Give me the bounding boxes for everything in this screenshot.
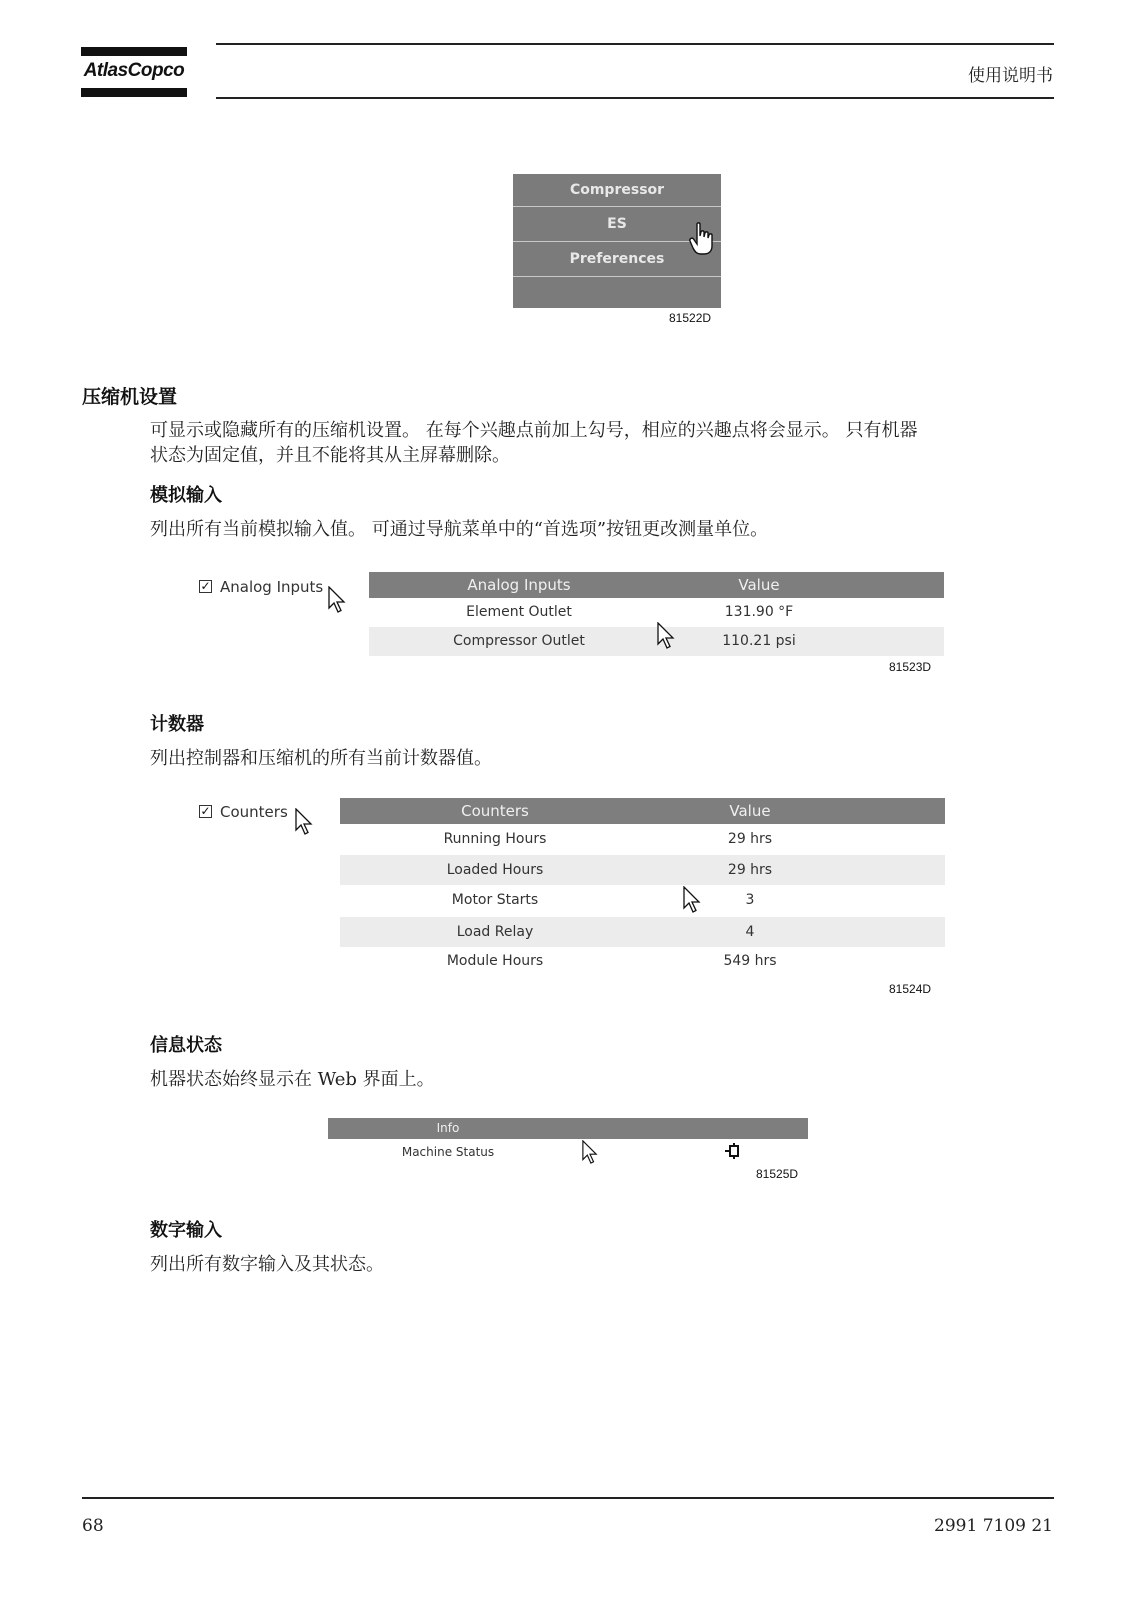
table-header xyxy=(369,572,944,598)
menu-divider xyxy=(513,206,721,207)
table-row xyxy=(340,855,945,885)
figure-label: 81522D xyxy=(669,311,712,325)
table-cell-label: Compressor Outlet xyxy=(453,633,585,649)
cursor-arrow-icon xyxy=(582,1140,598,1164)
table-header xyxy=(328,1118,808,1139)
digital-title: 数字输入 xyxy=(150,1220,222,1241)
table-cell-value: 110.21 psi xyxy=(722,633,796,649)
section-body-line-2: 状态为固定值，并且不能将其从主屏幕删除。 xyxy=(150,445,510,466)
table-cell-value: 549 hrs xyxy=(723,953,777,969)
analog-inputs-checkbox[interactable]: ✓ xyxy=(200,579,211,593)
table-header xyxy=(340,798,945,824)
figure-label: 81525D xyxy=(756,1167,799,1181)
column-header: Analog Inputs xyxy=(467,576,571,594)
footer-rule xyxy=(82,1497,1054,1499)
column-header: Counters xyxy=(461,802,529,820)
table-cell-label: Module Hours xyxy=(446,953,544,969)
menu-item-preferences[interactable]: Preferences xyxy=(569,251,665,267)
machine-status-icon xyxy=(724,1142,742,1160)
menu-item-es[interactable]: ES xyxy=(607,216,627,232)
column-header: Value xyxy=(729,802,771,820)
table-row xyxy=(340,917,945,947)
figure-label: 81524D xyxy=(889,982,932,996)
column-header: Value xyxy=(738,576,780,594)
cursor-arrow-icon xyxy=(683,886,701,913)
cursor-arrow-icon xyxy=(657,622,675,649)
counters-checkbox-label[interactable]: Counters xyxy=(220,803,288,821)
document-type: 使用说明书 xyxy=(968,66,1053,86)
counters-checkbox[interactable]: ✓ xyxy=(200,804,211,818)
figure-label: 81523D xyxy=(889,660,932,674)
counters-table xyxy=(340,798,945,976)
nav-menu xyxy=(513,174,721,308)
table-cell-value: 3 xyxy=(745,892,755,908)
section-title: 压缩机设置 xyxy=(82,386,178,408)
document-number: 2991 7109 21 xyxy=(934,1516,1053,1536)
analog-inputs-table xyxy=(369,572,944,656)
cursor-arrow-icon xyxy=(328,586,346,613)
header-bottom-rule xyxy=(216,97,1054,99)
table-row xyxy=(340,824,945,854)
analog-title: 模拟输入 xyxy=(150,485,222,506)
analog-body: 列出所有当前模拟输入值。 可通过导航菜单中的“首选项”按钮更改测量单位。 xyxy=(150,519,769,540)
info-title: 信息状态 xyxy=(150,1035,222,1056)
atlas-copco-logo xyxy=(81,47,187,99)
hand-pointer-icon xyxy=(689,222,717,256)
header-top-rule xyxy=(216,43,1054,45)
table-cell-label: Element Outlet xyxy=(466,604,572,620)
table-cell-value: 131.90 °F xyxy=(724,604,794,620)
table-cell-value: 4 xyxy=(745,924,755,940)
info-table xyxy=(328,1118,808,1174)
info-body: 机器状态始终显示在 Web 界面上。 xyxy=(150,1069,435,1090)
counters-title: 计数器 xyxy=(150,714,204,735)
section-body-line-1: 可显示或隐藏所有的压缩机设置。 在每个兴趣点前加上勾号，相应的兴趣点将会显示。 只有机器 xyxy=(150,420,918,441)
machine-status-label: Machine Status xyxy=(401,1145,495,1159)
menu-item-compressor[interactable]: Compressor xyxy=(569,182,665,198)
analog-inputs-checkbox-label[interactable]: Analog Inputs xyxy=(220,578,324,596)
table-cell-value: 29 hrs xyxy=(727,862,773,878)
digital-body: 列出所有数字输入及其状态。 xyxy=(150,1254,384,1275)
table-cell-label: Running Hours xyxy=(443,831,547,847)
counters-body: 列出控制器和压缩机的所有当前计数器值。 xyxy=(150,748,492,769)
table-row xyxy=(340,948,945,976)
table-row xyxy=(340,886,945,915)
logo-text: AtlasCopco xyxy=(83,60,185,81)
table-cell-label: Load Relay xyxy=(456,924,534,940)
menu-divider xyxy=(513,276,721,277)
column-header: Info xyxy=(436,1121,460,1135)
table-cell-label: Motor Starts xyxy=(451,892,539,908)
table-cell-value: 29 hrs xyxy=(727,831,773,847)
page-number: 68 xyxy=(82,1516,104,1536)
cursor-arrow-icon xyxy=(295,808,313,835)
table-cell-label: Loaded Hours xyxy=(446,862,544,878)
